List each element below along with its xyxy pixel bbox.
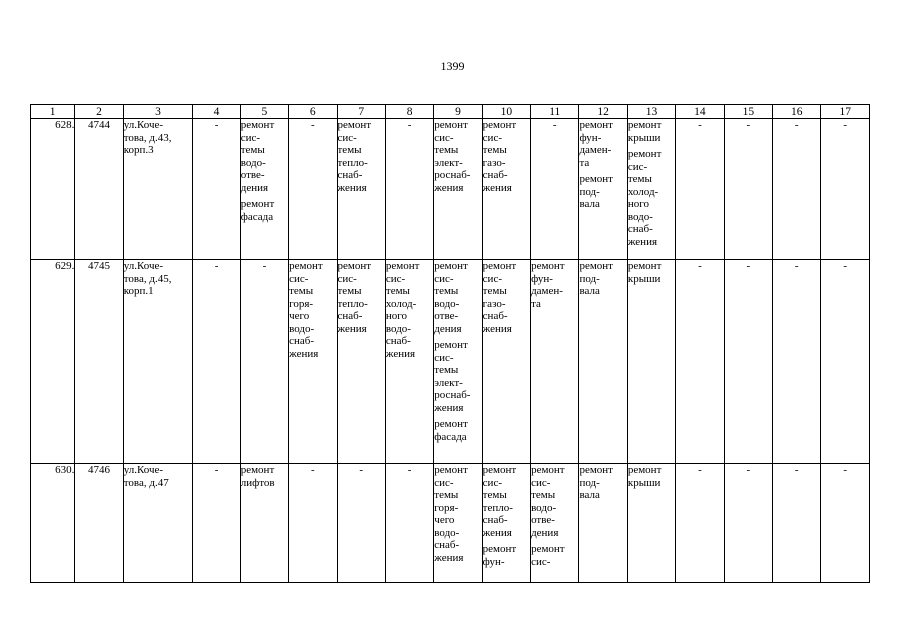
work-cell-content — [338, 260, 385, 335]
cell-line: ремонт — [579, 464, 613, 476]
cell-line: снаб- — [627, 223, 653, 235]
cell-line: жения — [434, 551, 464, 564]
work-cell-content — [531, 464, 578, 568]
cell-line: газо- — [482, 156, 506, 169]
work-cell — [579, 119, 627, 260]
cell-line: темы — [434, 364, 459, 376]
cell-line: темы — [482, 285, 507, 297]
work-cell — [240, 464, 288, 583]
column-number: 7 — [337, 105, 385, 119]
cell-line: снаб- — [482, 310, 508, 322]
cell-line: снаб- — [434, 539, 460, 551]
work-item — [628, 148, 675, 248]
cell-line: ремонт — [531, 543, 565, 555]
cell-line: ремонт — [579, 173, 613, 185]
cell-line: холод- — [385, 297, 417, 310]
table-body — [31, 105, 870, 583]
cell-line: дения — [240, 181, 269, 194]
column-number: 17 — [821, 105, 870, 119]
cell-line: та — [579, 156, 590, 169]
table-row — [31, 464, 870, 583]
work-cell — [337, 119, 385, 260]
cell-line: водо- — [385, 322, 411, 335]
work-cell-content — [434, 119, 481, 194]
dash-cell: - — [289, 464, 337, 583]
cell-line: ремонт — [627, 119, 662, 131]
column-number: 5 — [240, 105, 288, 119]
column-number: 6 — [289, 105, 337, 119]
cell-line: ремонт — [627, 464, 662, 476]
cell-line: сис- — [531, 555, 551, 568]
cell-line: фун- — [482, 555, 505, 568]
address-cell — [123, 260, 193, 464]
work-cell — [434, 464, 482, 583]
work-cell — [531, 260, 579, 464]
cell-line: жения — [434, 401, 464, 414]
cell-line: холод- — [627, 185, 659, 198]
cell-line: вала — [579, 489, 600, 501]
cell-line: лифтов — [240, 476, 275, 489]
cell-line: сис- — [531, 476, 551, 489]
cell-line: сис- — [240, 131, 261, 144]
work-item — [434, 119, 481, 194]
cell-line: темы — [337, 144, 362, 156]
cell-line: темы — [240, 144, 265, 156]
work-cell — [482, 464, 530, 583]
work-cell-content — [241, 119, 288, 223]
cell-line: та — [531, 297, 541, 310]
cell-line: темы — [337, 285, 362, 297]
cell-line: сис- — [482, 476, 502, 489]
cell-line: жения — [434, 181, 464, 194]
row-number-cell: 629. — [31, 260, 75, 464]
building-code-cell: 4746 — [75, 464, 123, 583]
cell-line: жения — [482, 526, 512, 539]
cell-line: ул.Коче- — [123, 464, 164, 476]
cell-line: дения — [434, 322, 462, 335]
cell-line: отве- — [434, 310, 459, 322]
work-cell — [627, 119, 675, 260]
dash-cell: - — [193, 119, 240, 260]
work-item — [531, 464, 578, 539]
cell-line: сис- — [385, 272, 406, 285]
work-cell-content — [579, 260, 626, 298]
cell-line: сис- — [337, 272, 357, 285]
work-item — [434, 464, 481, 564]
cell-line: жения — [289, 347, 319, 360]
column-number: 12 — [579, 105, 627, 119]
cell-line: фун- — [531, 272, 553, 285]
work-item — [434, 339, 481, 414]
cell-line: ремонт — [337, 260, 372, 272]
work-cell-content — [628, 119, 675, 248]
work-item — [531, 260, 578, 310]
work-item — [579, 464, 626, 502]
cell-line: ул.Коче- — [123, 119, 164, 131]
cell-line: горя- — [289, 297, 314, 310]
work-item — [289, 260, 336, 360]
cell-line: вала — [579, 198, 600, 210]
cell-line: отве- — [531, 514, 555, 526]
work-cell-content — [338, 119, 385, 194]
cell-line: това, д.45, — [123, 272, 172, 285]
building-code-cell: 4744 — [75, 119, 123, 260]
cell-line: сис- — [434, 351, 454, 364]
dash-cell: - — [193, 260, 240, 464]
cell-line: снаб- — [482, 514, 508, 526]
work-cell-content — [531, 260, 578, 310]
work-cell — [289, 260, 337, 464]
cell-line: ул.Коче- — [123, 260, 164, 272]
cell-line: сис- — [627, 160, 648, 173]
work-item — [483, 543, 530, 568]
work-cell — [531, 464, 579, 583]
work-item — [628, 260, 675, 285]
cell-line: ремонт — [240, 198, 275, 210]
cell-line: ремонт — [482, 119, 517, 131]
cell-line: ремонт — [579, 260, 613, 272]
work-cell-content — [628, 464, 675, 568]
cell-line: ремонт — [579, 119, 613, 131]
work-item — [241, 464, 288, 489]
cell-line: снаб- — [289, 335, 315, 347]
cell-line: тепло- — [482, 501, 513, 514]
dash-cell: - — [289, 119, 337, 260]
cell-line: ремонт — [531, 464, 565, 476]
cell-line: жения — [337, 322, 367, 335]
cell-line: жения — [482, 322, 512, 335]
cell-line: водо- — [289, 322, 315, 335]
dash-cell: - — [724, 119, 772, 260]
cell-line: дамен- — [579, 144, 612, 156]
cell-line: сис- — [337, 131, 357, 144]
cell-line: сис- — [434, 272, 454, 285]
dash-cell: - — [724, 260, 772, 464]
cell-line: элект- — [434, 156, 463, 169]
cell-line: сис- — [434, 476, 454, 489]
cell-line: сис- — [482, 131, 502, 144]
cell-line: ремонт — [240, 119, 275, 131]
dash-cell: - — [676, 464, 724, 583]
work-item — [483, 260, 530, 335]
dash-cell: - — [821, 119, 870, 260]
cell-line: жения — [627, 235, 658, 248]
work-item — [338, 119, 385, 194]
column-number-row — [31, 105, 870, 119]
work-cell — [240, 119, 288, 260]
work-cell — [482, 260, 530, 464]
work-cell-content — [386, 260, 433, 360]
work-cell — [627, 260, 675, 464]
repair-schedule-table — [30, 104, 870, 583]
dash-cell: - — [773, 464, 821, 583]
cell-line: темы — [434, 144, 459, 156]
cell-line: крыши — [627, 476, 661, 489]
work-cell — [482, 119, 530, 260]
cell-line: ремонт — [385, 260, 420, 272]
cell-line: снаб- — [337, 310, 363, 322]
cell-line: фун- — [579, 131, 602, 144]
work-cell-content — [434, 464, 481, 568]
cell-line: ремонт — [434, 339, 468, 351]
cell-line: ного — [385, 310, 408, 322]
cell-line: водо- — [434, 297, 460, 310]
work-cell-content — [579, 464, 626, 568]
cell-line: тепло- — [337, 297, 368, 310]
cell-line: крыши — [627, 131, 661, 144]
cell-line: под- — [579, 185, 600, 198]
dash-cell: - — [240, 260, 288, 464]
work-cell-content — [483, 464, 530, 568]
cell-line: темы — [482, 144, 507, 156]
cell-line: жения — [482, 181, 512, 194]
work-item — [338, 260, 385, 335]
building-code-cell: 4745 — [75, 260, 123, 464]
cell-line: чего — [434, 514, 455, 526]
work-item — [628, 119, 675, 144]
cell-line: ремонт — [289, 260, 323, 272]
cell-line: сис- — [482, 272, 502, 285]
work-cell — [434, 260, 482, 464]
column-number: 2 — [75, 105, 123, 119]
dash-cell: - — [821, 464, 870, 583]
column-number: 13 — [627, 105, 675, 119]
cell-line: ремонт — [434, 119, 468, 131]
work-item — [386, 260, 433, 360]
work-cell-content — [483, 260, 530, 335]
cell-line: ремонт — [482, 464, 517, 476]
cell-line: чего — [289, 310, 310, 322]
work-item — [241, 119, 288, 194]
table-row — [31, 260, 870, 464]
cell-line: фасада — [240, 210, 274, 223]
cell-line: газо- — [482, 297, 506, 310]
cell-line: сис- — [434, 131, 454, 144]
cell-line: снаб- — [482, 169, 508, 181]
column-number: 1 — [31, 105, 75, 119]
cell-line: тепло- — [337, 156, 368, 169]
work-cell-content — [289, 260, 336, 360]
column-number: 9 — [434, 105, 482, 119]
cell-line: корп.3 — [123, 144, 154, 156]
cell-line: ремонт — [531, 260, 565, 272]
work-item — [579, 119, 626, 169]
dash-cell: - — [773, 260, 821, 464]
row-number-cell: 630. — [31, 464, 75, 583]
column-number: 14 — [676, 105, 724, 119]
cell-line: водо- — [627, 210, 653, 223]
dash-cell: - — [821, 260, 870, 464]
cell-line: темы — [531, 489, 556, 501]
dash-cell: - — [724, 464, 772, 583]
cell-line: роснаб- — [434, 389, 471, 401]
dash-cell: - — [337, 464, 385, 583]
cell-line: роснаб- — [434, 169, 471, 181]
cell-line: фасада — [434, 430, 467, 443]
cell-line: темы — [627, 173, 652, 185]
column-number: 10 — [482, 105, 530, 119]
dash-cell: - — [676, 119, 724, 260]
cell-line: снаб- — [385, 335, 411, 347]
cell-line: элект- — [434, 376, 463, 389]
work-item — [579, 260, 626, 298]
cell-line: ремонт — [627, 260, 662, 272]
work-cell — [337, 260, 385, 464]
column-number: 16 — [773, 105, 821, 119]
work-cell — [579, 464, 627, 583]
cell-line: дения — [531, 526, 559, 539]
cell-line: ремонт — [240, 464, 275, 476]
cell-line: жения — [385, 347, 416, 360]
work-item — [483, 464, 530, 539]
cell-line: горя- — [434, 501, 459, 514]
cell-line: под- — [579, 272, 600, 285]
work-cell — [579, 260, 627, 464]
cell-line: темы — [482, 489, 507, 501]
work-cell — [434, 119, 482, 260]
cell-line: водо- — [531, 501, 557, 514]
cell-line: ремонт — [482, 543, 517, 555]
table-row — [31, 119, 870, 260]
cell-line: темы — [289, 285, 314, 297]
column-number: 11 — [531, 105, 579, 119]
work-item — [434, 260, 481, 335]
cell-line: ремонт — [482, 260, 517, 272]
cell-line: това, д.47 — [123, 476, 169, 489]
work-cell — [385, 260, 433, 464]
cell-line: снаб- — [337, 169, 363, 181]
column-number: 15 — [724, 105, 772, 119]
dash-cell: - — [676, 260, 724, 464]
work-cell-content — [241, 464, 288, 568]
work-item — [483, 119, 530, 194]
dash-cell: - — [385, 464, 433, 583]
column-number: 8 — [385, 105, 433, 119]
cell-line: жения — [337, 181, 367, 194]
dash-cell: - — [193, 464, 240, 583]
work-item — [579, 173, 626, 211]
work-cell-content — [483, 119, 530, 194]
page-number: 1399 — [440, 59, 465, 73]
cell-line: това, д.43, — [123, 131, 172, 144]
work-cell-content — [579, 119, 626, 211]
row-number-cell: 628. — [31, 119, 75, 260]
work-item — [434, 418, 481, 443]
cell-line: ремонт — [434, 464, 468, 476]
cell-line: водо- — [240, 156, 266, 169]
cell-line: корп.1 — [123, 285, 154, 297]
cell-line: ремонт — [434, 418, 468, 430]
dash-cell: - — [531, 119, 579, 260]
cell-line: дамен- — [531, 285, 563, 297]
work-item — [531, 543, 578, 568]
cell-line: крыши — [627, 272, 661, 285]
cell-line: отве- — [240, 169, 265, 181]
column-number: 4 — [193, 105, 240, 119]
cell-line: водо- — [434, 526, 460, 539]
work-cell-content — [434, 260, 481, 443]
cell-line: вала — [579, 285, 600, 297]
work-cell — [627, 464, 675, 583]
cell-line: сис- — [289, 272, 309, 285]
work-item — [628, 464, 675, 489]
cell-line: ремонт — [337, 119, 372, 131]
cell-line: ремонт — [434, 260, 468, 272]
cell-line: под- — [579, 476, 600, 489]
dash-cell: - — [385, 119, 433, 260]
cell-line: темы — [434, 489, 459, 501]
cell-line: темы — [434, 285, 459, 297]
cell-line: ного — [627, 198, 649, 210]
work-item — [241, 198, 288, 223]
column-number: 3 — [123, 105, 193, 119]
cell-line: ремонт — [627, 148, 662, 160]
address-cell — [123, 119, 193, 260]
cell-line: темы — [385, 285, 410, 297]
dash-cell: - — [773, 119, 821, 260]
address-cell — [123, 464, 193, 583]
work-cell-content — [628, 260, 675, 285]
